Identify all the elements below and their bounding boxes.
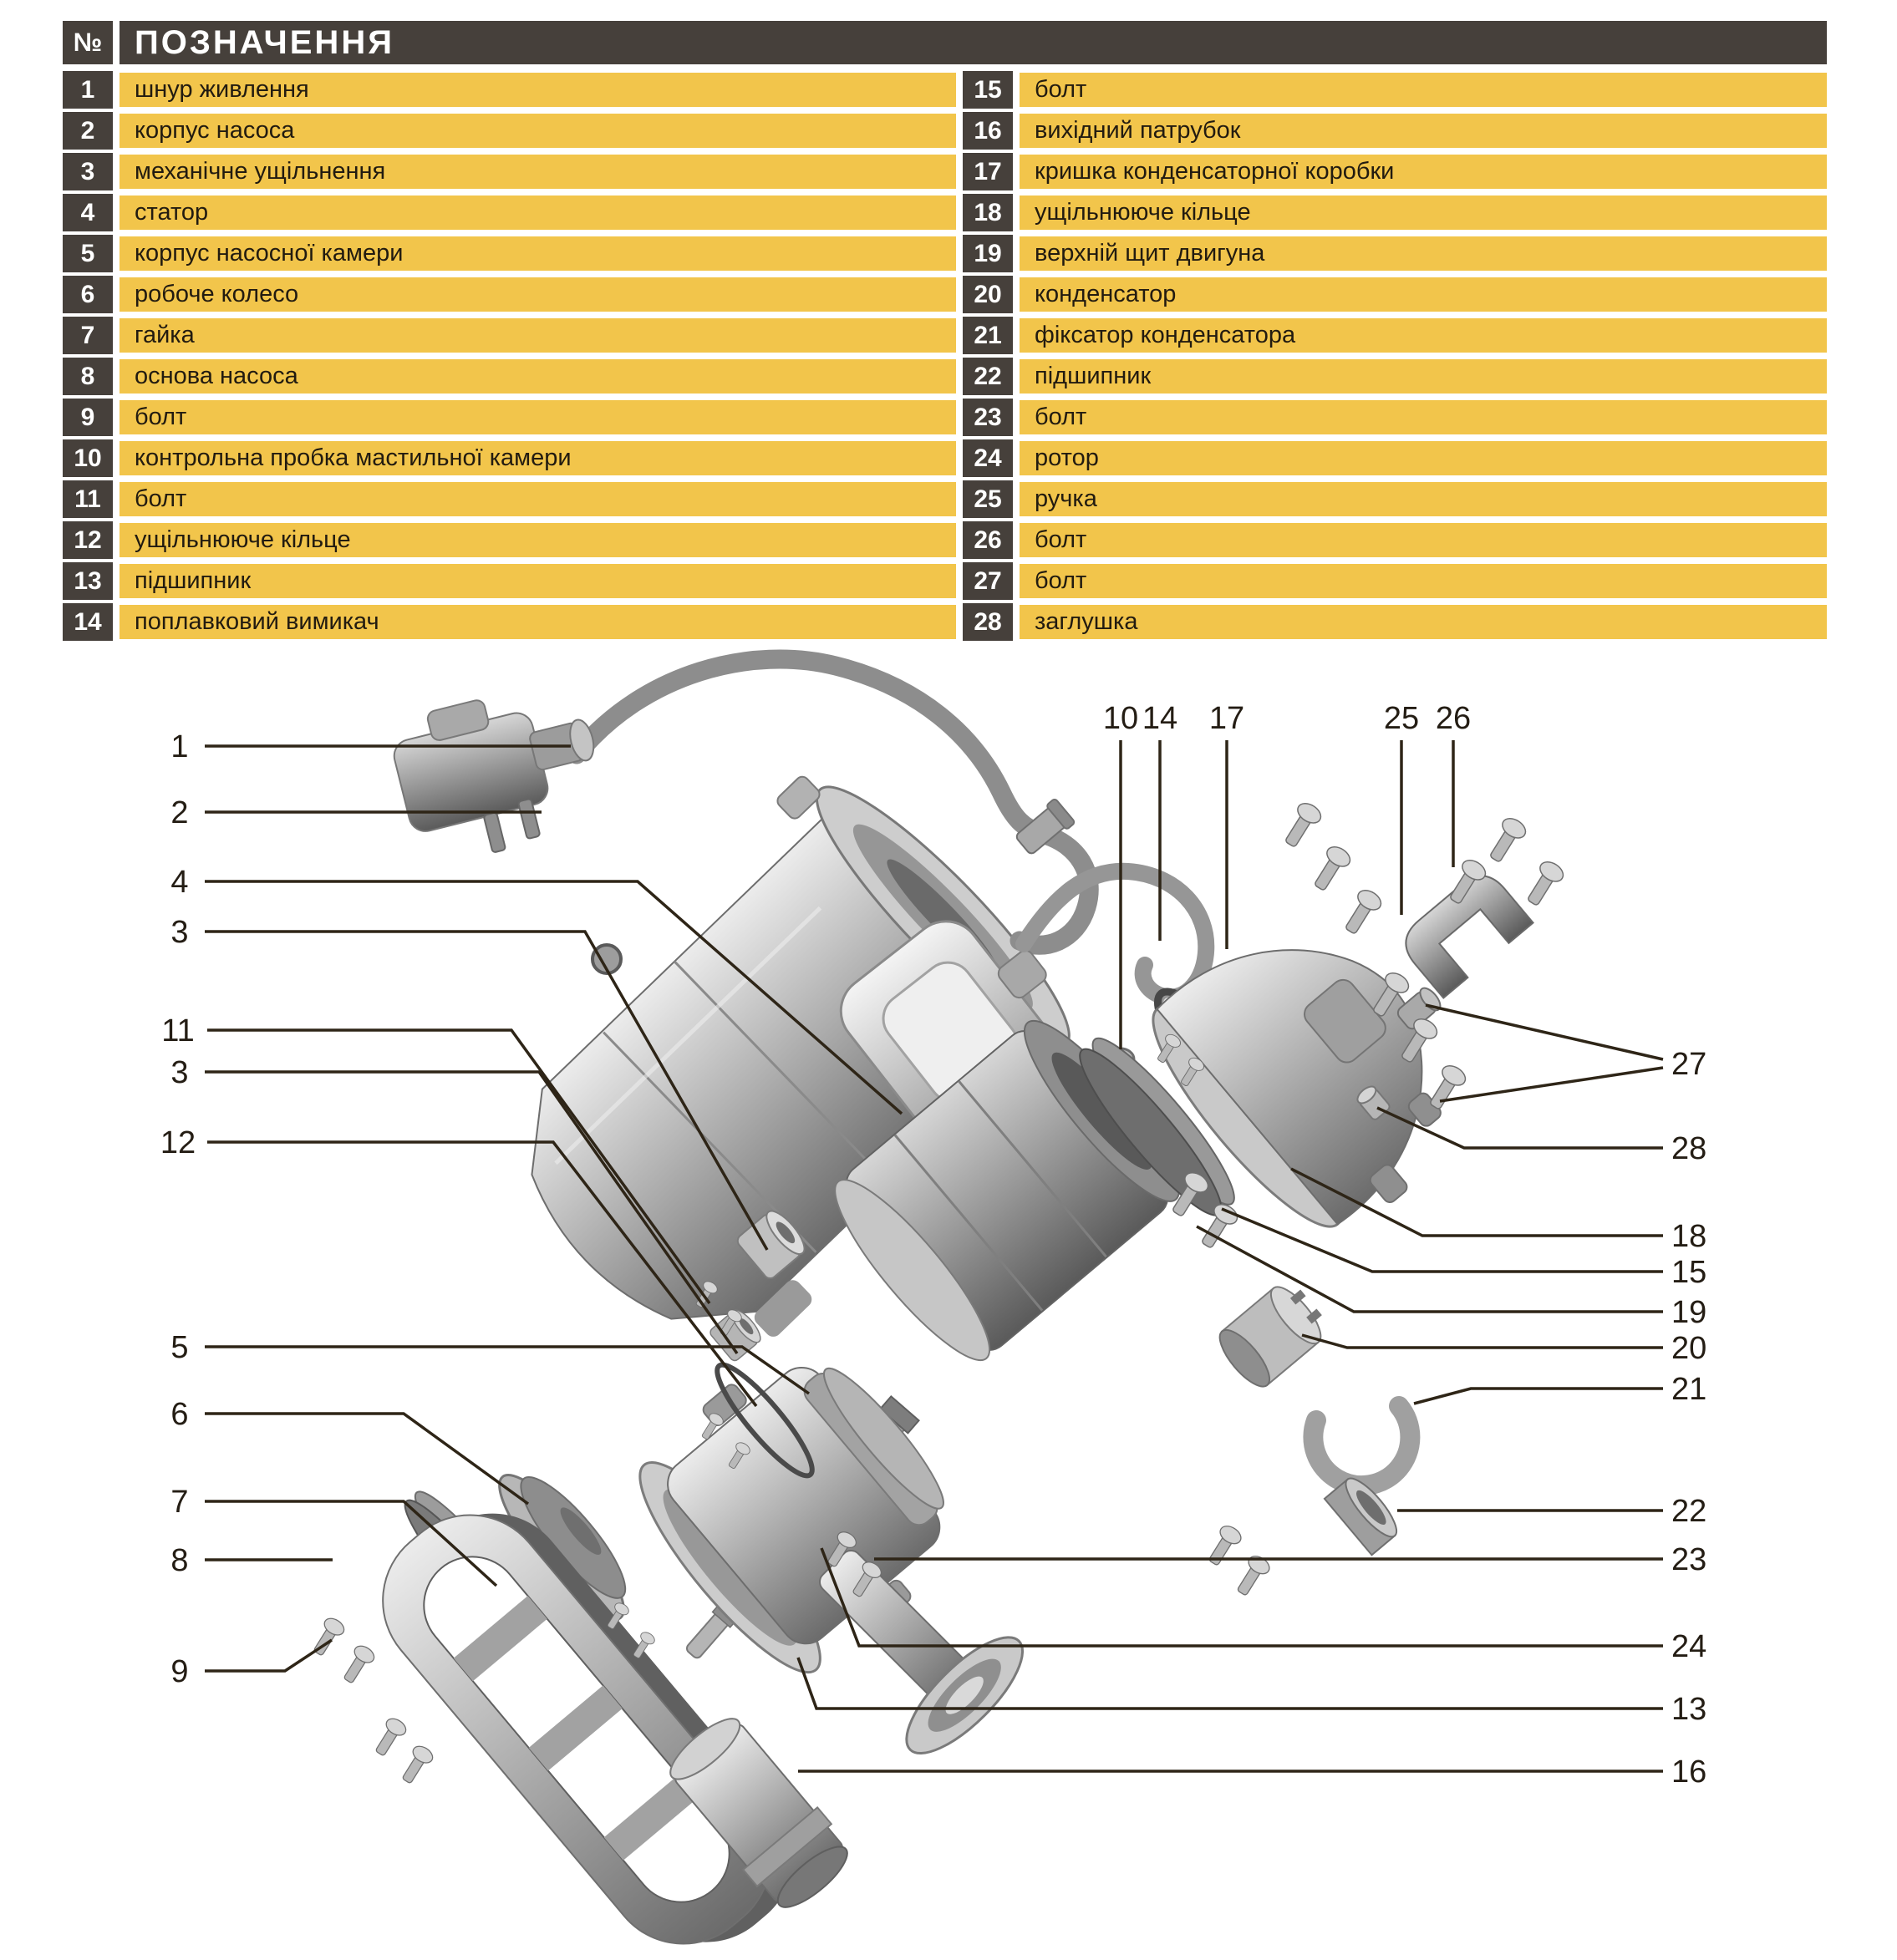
row-label: ущільнююче кільце [120,523,956,557]
callout-label: 16 [1671,1754,1707,1790]
row-number: 2 [63,112,113,150]
callout-label: 23 [1671,1542,1707,1577]
row-label: болт [1020,400,1827,434]
row-label: шнур живлення [120,73,956,107]
callout-label: 24 [1671,1629,1707,1664]
row-label: основа насоса [120,359,956,394]
row-label: болт [120,482,956,516]
row-label: ротор [1020,441,1827,475]
row-label: механічне ущільнення [120,155,956,189]
callout-label: 12 [160,1125,196,1160]
row-label: болт [1020,564,1827,598]
row-label: ущільнююче кільце [1020,195,1827,230]
callout-label: 9 [170,1654,189,1689]
row-label: контрольна пробка мастильної камери [120,441,956,475]
callout-label: 26 [1435,701,1472,736]
row-number: 6 [63,276,113,313]
callout-line [1426,1005,1663,1059]
row-number: 11 [63,480,113,518]
callout-label: 1 [170,729,189,764]
row-number: 5 [63,235,113,272]
row-label: верхній щит двигуна [1020,236,1827,271]
callout-line [1414,1389,1663,1404]
callout-line [1440,1068,1663,1101]
row-number: 25 [963,480,1013,518]
row-label: фіксатор конденсатора [1020,318,1827,353]
row-label: гайка [120,318,956,353]
legend-title: ПОЗНАЧЕННЯ [120,21,1827,64]
capacitor [1212,1276,1334,1394]
row-number: 1 [63,71,113,109]
row-label: болт [1020,523,1827,557]
callout-line [1222,1209,1663,1272]
row-label: статор [120,195,956,230]
callout-line [821,1548,1663,1646]
bolt [370,1715,409,1759]
row-number: 19 [963,235,1013,272]
row-number: 15 [963,71,1013,109]
row-number: 16 [963,112,1013,150]
bolt [1309,843,1354,895]
callout-label: 18 [1671,1219,1707,1254]
callout-line [205,1414,528,1504]
bolt [1484,815,1529,866]
row-number: 7 [63,317,113,354]
row-label: конденсатор [1020,277,1827,312]
bolt [397,1743,435,1786]
row-label: підшипник [120,564,956,598]
callout-label: 6 [170,1397,189,1432]
row-number: 22 [963,358,1013,395]
row-label: поплавковий вимикач [120,605,956,639]
callout-label: 27 [1671,1047,1707,1082]
row-number: 14 [63,603,113,641]
row-number: 26 [963,521,1013,559]
bolt [338,1643,377,1686]
power-plug [385,675,613,871]
row-label: корпус насосної камери [120,236,956,271]
callout-label: 13 [1671,1692,1707,1727]
callout-label: 11 [161,1013,195,1049]
callout-label: 15 [1671,1255,1707,1290]
callout-label: 8 [170,1543,189,1578]
bolt [1340,886,1385,938]
row-number: 9 [63,399,113,436]
callout-label: 20 [1671,1331,1707,1366]
callout-line [205,1640,332,1671]
row-number: 18 [963,194,1013,231]
callout-label: 7 [170,1485,189,1520]
row-number: 20 [963,276,1013,313]
callout-label: 14 [1142,701,1178,736]
callout-line [1302,1335,1663,1348]
capacitor-clamp [1313,1406,1410,1485]
callout-label: 25 [1383,701,1420,736]
row-label: вихідний патрубок [1020,114,1827,148]
callout-label: 3 [170,1055,189,1090]
bolt [1522,858,1567,910]
row-label: корпус насоса [120,114,956,148]
callout-label: 19 [1671,1295,1707,1330]
row-number: 28 [963,603,1013,641]
legend-number-column-header: № [63,21,113,64]
callout-label: 3 [170,915,189,950]
callout-label: 17 [1208,701,1245,736]
row-label: робоче колесо [120,277,956,312]
callout-label: 10 [1102,701,1139,736]
row-number: 23 [963,399,1013,436]
row-label: болт [1020,73,1827,107]
callout-label: 4 [170,865,189,900]
callout-label: 5 [170,1330,189,1365]
callout-label: 28 [1671,1131,1707,1166]
callout-label: 2 [170,795,189,830]
callout-label: 21 [1671,1372,1707,1407]
row-number: 12 [63,521,113,559]
row-number: 10 [63,439,113,477]
bolt [1279,800,1325,851]
row-number: 13 [63,562,113,600]
row-number: 17 [963,153,1013,190]
row-number: 4 [63,194,113,231]
row-label: заглушка [1020,605,1827,639]
callout-label: 22 [1671,1494,1707,1529]
row-label: ручка [1020,482,1827,516]
row-label: підшипник [1020,359,1827,394]
bolt [1203,1522,1244,1569]
row-number: 8 [63,358,113,395]
row-label: кришка конденсаторної коробки [1020,155,1827,189]
row-label: болт [120,400,956,434]
row-number: 27 [963,562,1013,600]
row-number: 24 [963,439,1013,477]
row-number: 21 [963,317,1013,354]
row-number: 3 [63,153,113,190]
